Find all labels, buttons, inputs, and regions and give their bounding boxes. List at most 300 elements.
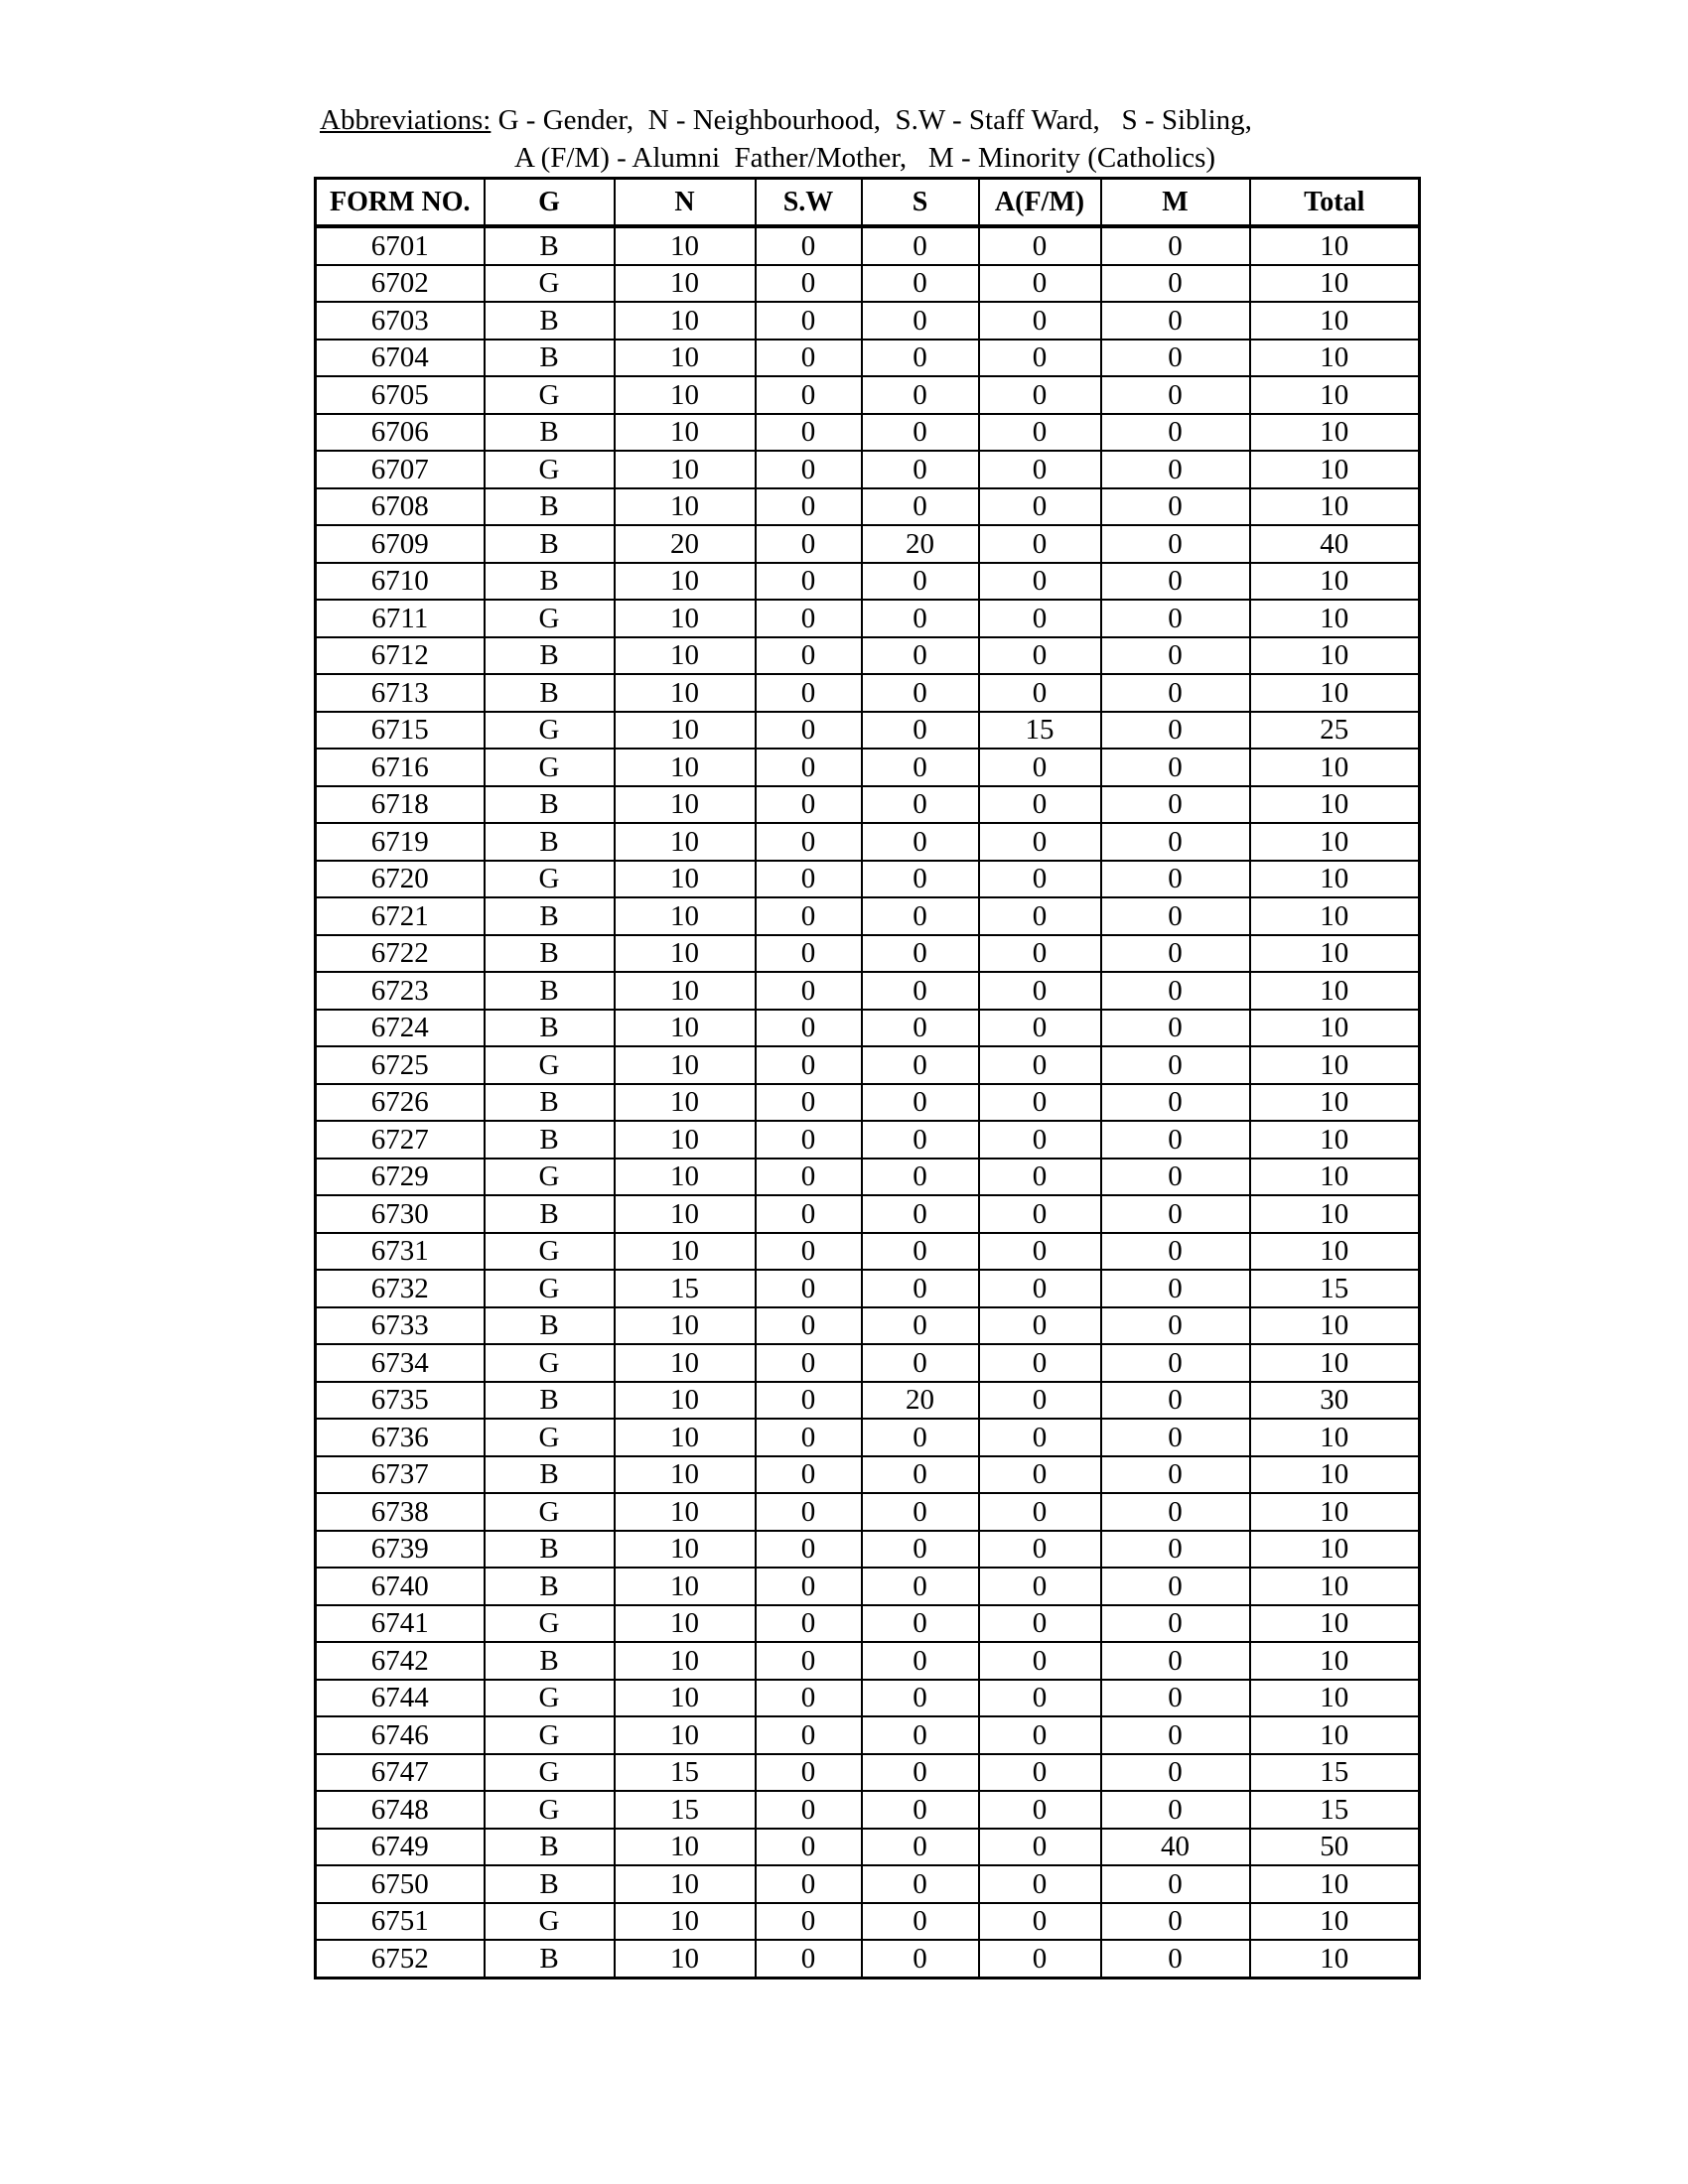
table-row bbox=[316, 376, 1420, 414]
cell-minority: 0 bbox=[1101, 1195, 1250, 1233]
cell-neighbourhood: 10 bbox=[615, 749, 756, 786]
cell-alumni: 0 bbox=[979, 1680, 1101, 1717]
cell-alumni: 0 bbox=[979, 376, 1101, 414]
cell-neighbourhood: 10 bbox=[615, 972, 756, 1010]
cell-staff-ward: 0 bbox=[756, 226, 862, 265]
cell-minority: 0 bbox=[1101, 1865, 1250, 1903]
cell-staff-ward: 0 bbox=[756, 1716, 862, 1754]
cell-gender: G bbox=[485, 1493, 615, 1531]
table-row bbox=[316, 786, 1420, 824]
cell-alumni: 0 bbox=[979, 1382, 1101, 1420]
cell-sibling: 0 bbox=[862, 1233, 979, 1271]
cell-form-no: 6737 bbox=[316, 1456, 485, 1494]
abbreviations-line-2: A (F/M) - Alumni Father/Mother, M - Minority (Catholics) bbox=[514, 142, 1216, 174]
cell-alumni: 0 bbox=[979, 1121, 1101, 1159]
cell-staff-ward: 0 bbox=[756, 935, 862, 973]
cell-form-no: 6733 bbox=[316, 1307, 485, 1345]
cell-form-no: 6707 bbox=[316, 451, 485, 488]
cell-staff-ward: 0 bbox=[756, 674, 862, 712]
cell-minority: 0 bbox=[1101, 1716, 1250, 1754]
cell-alumni: 0 bbox=[979, 1791, 1101, 1829]
table-row bbox=[316, 1159, 1420, 1196]
cell-sibling: 0 bbox=[862, 1159, 979, 1196]
column-header-alumni: A(F/M) bbox=[979, 179, 1101, 227]
cell-minority: 0 bbox=[1101, 1344, 1250, 1382]
cell-minority: 0 bbox=[1101, 1940, 1250, 1978]
cell-total: 10 bbox=[1250, 488, 1420, 526]
cell-neighbourhood: 15 bbox=[615, 1270, 756, 1307]
cell-staff-ward: 0 bbox=[756, 1493, 862, 1531]
cell-staff-ward: 0 bbox=[756, 1419, 862, 1456]
table-row bbox=[316, 1382, 1420, 1420]
cell-alumni: 0 bbox=[979, 1829, 1101, 1866]
cell-gender: B bbox=[485, 1121, 615, 1159]
cell-form-no: 6710 bbox=[316, 563, 485, 601]
cell-alumni: 0 bbox=[979, 600, 1101, 637]
cell-sibling: 0 bbox=[862, 376, 979, 414]
cell-gender: B bbox=[485, 302, 615, 340]
cell-alumni: 0 bbox=[979, 861, 1101, 898]
table-row bbox=[316, 340, 1420, 377]
cell-sibling: 0 bbox=[862, 1493, 979, 1531]
cell-gender: G bbox=[485, 376, 615, 414]
cell-form-no: 6746 bbox=[316, 1716, 485, 1754]
cell-sibling: 0 bbox=[862, 637, 979, 675]
cell-total: 10 bbox=[1250, 302, 1420, 340]
cell-staff-ward: 0 bbox=[756, 1754, 862, 1792]
cell-alumni: 0 bbox=[979, 302, 1101, 340]
cell-staff-ward: 0 bbox=[756, 1046, 862, 1084]
cell-sibling: 0 bbox=[862, 1940, 979, 1978]
table-row bbox=[316, 637, 1420, 675]
cell-staff-ward: 0 bbox=[756, 1084, 862, 1122]
cell-form-no: 6732 bbox=[316, 1270, 485, 1307]
table-row bbox=[316, 1829, 1420, 1866]
cell-minority: 0 bbox=[1101, 1010, 1250, 1047]
cell-form-no: 6720 bbox=[316, 861, 485, 898]
cell-neighbourhood: 10 bbox=[615, 1233, 756, 1271]
cell-total: 10 bbox=[1250, 1605, 1420, 1643]
cell-gender: G bbox=[485, 749, 615, 786]
cell-sibling: 0 bbox=[862, 451, 979, 488]
cell-minority: 0 bbox=[1101, 1642, 1250, 1680]
cell-minority: 0 bbox=[1101, 226, 1250, 265]
cell-neighbourhood: 10 bbox=[615, 600, 756, 637]
cell-gender: B bbox=[485, 1456, 615, 1494]
cell-form-no: 6739 bbox=[316, 1531, 485, 1569]
cell-form-no: 6750 bbox=[316, 1865, 485, 1903]
cell-staff-ward: 0 bbox=[756, 1791, 862, 1829]
cell-form-no: 6751 bbox=[316, 1903, 485, 1941]
cell-neighbourhood: 10 bbox=[615, 1568, 756, 1605]
cell-total: 10 bbox=[1250, 226, 1420, 265]
table-row bbox=[316, 1754, 1420, 1792]
cell-sibling: 0 bbox=[862, 340, 979, 377]
cell-neighbourhood: 10 bbox=[615, 786, 756, 824]
cell-gender: B bbox=[485, 1642, 615, 1680]
cell-minority: 0 bbox=[1101, 1046, 1250, 1084]
cell-minority: 0 bbox=[1101, 637, 1250, 675]
table-row bbox=[316, 1531, 1420, 1569]
cell-minority: 0 bbox=[1101, 674, 1250, 712]
cell-minority: 0 bbox=[1101, 1456, 1250, 1494]
table-row bbox=[316, 1307, 1420, 1345]
table-row bbox=[316, 1344, 1420, 1382]
cell-sibling: 0 bbox=[862, 1903, 979, 1941]
cell-sibling: 0 bbox=[862, 1121, 979, 1159]
cell-form-no: 6705 bbox=[316, 376, 485, 414]
cell-staff-ward: 0 bbox=[756, 1903, 862, 1941]
table-row bbox=[316, 1195, 1420, 1233]
cell-form-no: 6752 bbox=[316, 1940, 485, 1978]
table-row bbox=[316, 674, 1420, 712]
cell-neighbourhood: 10 bbox=[615, 376, 756, 414]
table-row bbox=[316, 1456, 1420, 1494]
cell-neighbourhood: 10 bbox=[615, 1940, 756, 1978]
cell-minority: 0 bbox=[1101, 786, 1250, 824]
table-row bbox=[316, 600, 1420, 637]
cell-minority: 0 bbox=[1101, 1754, 1250, 1792]
cell-staff-ward: 0 bbox=[756, 1642, 862, 1680]
cell-gender: B bbox=[485, 414, 615, 452]
cell-gender: B bbox=[485, 1195, 615, 1233]
cell-staff-ward: 0 bbox=[756, 600, 862, 637]
cell-form-no: 6727 bbox=[316, 1121, 485, 1159]
cell-neighbourhood: 10 bbox=[615, 1344, 756, 1382]
cell-minority: 0 bbox=[1101, 302, 1250, 340]
cell-staff-ward: 0 bbox=[756, 1568, 862, 1605]
cell-sibling: 0 bbox=[862, 1829, 979, 1866]
cell-alumni: 0 bbox=[979, 1159, 1101, 1196]
cell-total: 15 bbox=[1250, 1754, 1420, 1792]
table-row bbox=[316, 861, 1420, 898]
cell-alumni: 0 bbox=[979, 897, 1101, 935]
cell-alumni: 0 bbox=[979, 1605, 1101, 1643]
cell-alumni: 0 bbox=[979, 563, 1101, 601]
cell-total: 15 bbox=[1250, 1270, 1420, 1307]
cell-gender: G bbox=[485, 1791, 615, 1829]
cell-minority: 0 bbox=[1101, 897, 1250, 935]
cell-gender: G bbox=[485, 1233, 615, 1271]
cell-sibling: 0 bbox=[862, 1195, 979, 1233]
cell-neighbourhood: 10 bbox=[615, 1605, 756, 1643]
cell-form-no: 6701 bbox=[316, 226, 485, 265]
cell-total: 10 bbox=[1250, 897, 1420, 935]
cell-staff-ward: 0 bbox=[756, 749, 862, 786]
cell-sibling: 0 bbox=[862, 414, 979, 452]
cell-total: 10 bbox=[1250, 1568, 1420, 1605]
table-header-row bbox=[316, 179, 1420, 227]
cell-form-no: 6711 bbox=[316, 600, 485, 637]
cell-gender: G bbox=[485, 861, 615, 898]
cell-neighbourhood: 10 bbox=[615, 563, 756, 601]
cell-neighbourhood: 10 bbox=[615, 1159, 756, 1196]
cell-alumni: 0 bbox=[979, 637, 1101, 675]
abbreviations-heading: Abbreviations: bbox=[320, 104, 492, 136]
cell-neighbourhood: 10 bbox=[615, 1010, 756, 1047]
cell-gender: B bbox=[485, 340, 615, 377]
cell-sibling: 0 bbox=[862, 1270, 979, 1307]
cell-sibling: 0 bbox=[862, 226, 979, 265]
cell-staff-ward: 0 bbox=[756, 265, 862, 303]
cell-form-no: 6749 bbox=[316, 1829, 485, 1866]
table-row bbox=[316, 1046, 1420, 1084]
cell-sibling: 0 bbox=[862, 674, 979, 712]
cell-staff-ward: 0 bbox=[756, 1233, 862, 1271]
cell-minority: 0 bbox=[1101, 1159, 1250, 1196]
cell-form-no: 6735 bbox=[316, 1382, 485, 1420]
cell-minority: 0 bbox=[1101, 488, 1250, 526]
cell-total: 10 bbox=[1250, 1233, 1420, 1271]
cell-neighbourhood: 10 bbox=[615, 1195, 756, 1233]
table-row bbox=[316, 1903, 1420, 1941]
cell-minority: 0 bbox=[1101, 1233, 1250, 1271]
cell-gender: B bbox=[485, 1829, 615, 1866]
cell-neighbourhood: 10 bbox=[615, 637, 756, 675]
cell-staff-ward: 0 bbox=[756, 1829, 862, 1866]
cell-gender: B bbox=[485, 525, 615, 563]
cell-total: 10 bbox=[1250, 749, 1420, 786]
column-header-staff-ward: S.W bbox=[756, 179, 862, 227]
cell-gender: B bbox=[485, 1940, 615, 1978]
cell-form-no: 6715 bbox=[316, 712, 485, 750]
cell-form-no: 6708 bbox=[316, 488, 485, 526]
cell-staff-ward: 0 bbox=[756, 1531, 862, 1569]
cell-total: 10 bbox=[1250, 1344, 1420, 1382]
cell-form-no: 6748 bbox=[316, 1791, 485, 1829]
table-row bbox=[316, 1010, 1420, 1047]
cell-minority: 40 bbox=[1101, 1829, 1250, 1866]
cell-gender: G bbox=[485, 265, 615, 303]
cell-form-no: 6741 bbox=[316, 1605, 485, 1643]
cell-minority: 0 bbox=[1101, 1382, 1250, 1420]
cell-form-no: 6742 bbox=[316, 1642, 485, 1680]
cell-sibling: 0 bbox=[862, 1568, 979, 1605]
cell-alumni: 0 bbox=[979, 935, 1101, 973]
cell-sibling: 0 bbox=[862, 1419, 979, 1456]
cell-staff-ward: 0 bbox=[756, 712, 862, 750]
cell-total: 10 bbox=[1250, 1121, 1420, 1159]
cell-total: 25 bbox=[1250, 712, 1420, 750]
cell-sibling: 0 bbox=[862, 563, 979, 601]
cell-neighbourhood: 10 bbox=[615, 1716, 756, 1754]
cell-staff-ward: 0 bbox=[756, 1344, 862, 1382]
cell-total: 10 bbox=[1250, 376, 1420, 414]
cell-minority: 0 bbox=[1101, 1903, 1250, 1941]
cell-neighbourhood: 10 bbox=[615, 1382, 756, 1420]
cell-gender: G bbox=[485, 1754, 615, 1792]
cell-gender: G bbox=[485, 451, 615, 488]
column-header-form-no: FORM NO. bbox=[316, 179, 485, 227]
cell-minority: 0 bbox=[1101, 1307, 1250, 1345]
cell-gender: B bbox=[485, 786, 615, 824]
cell-sibling: 0 bbox=[862, 861, 979, 898]
cell-total: 10 bbox=[1250, 1531, 1420, 1569]
cell-form-no: 6709 bbox=[316, 525, 485, 563]
cell-form-no: 6716 bbox=[316, 749, 485, 786]
cell-form-no: 6726 bbox=[316, 1084, 485, 1122]
cell-neighbourhood: 10 bbox=[615, 1084, 756, 1122]
table-row bbox=[316, 1716, 1420, 1754]
cell-total: 10 bbox=[1250, 1940, 1420, 1978]
abbreviations-text-1: G - Gender, N - Neighbourhood, S.W - Staff Ward, S - Sibling, bbox=[491, 104, 1252, 136]
table-row bbox=[316, 414, 1420, 452]
cell-alumni: 0 bbox=[979, 1903, 1101, 1941]
cell-total: 40 bbox=[1250, 525, 1420, 563]
cell-neighbourhood: 10 bbox=[615, 823, 756, 861]
cell-gender: B bbox=[485, 637, 615, 675]
cell-staff-ward: 0 bbox=[756, 1680, 862, 1717]
table-row bbox=[316, 1568, 1420, 1605]
cell-gender: B bbox=[485, 488, 615, 526]
cell-sibling: 0 bbox=[862, 897, 979, 935]
cell-neighbourhood: 10 bbox=[615, 1865, 756, 1903]
cell-alumni: 0 bbox=[979, 525, 1101, 563]
cell-form-no: 6721 bbox=[316, 897, 485, 935]
cell-form-no: 6703 bbox=[316, 302, 485, 340]
cell-alumni: 0 bbox=[979, 1270, 1101, 1307]
cell-total: 10 bbox=[1250, 1642, 1420, 1680]
cell-gender: G bbox=[485, 1159, 615, 1196]
cell-sibling: 0 bbox=[862, 1307, 979, 1345]
cell-staff-ward: 0 bbox=[756, 1456, 862, 1494]
cell-form-no: 6713 bbox=[316, 674, 485, 712]
cell-neighbourhood: 10 bbox=[615, 1829, 756, 1866]
cell-total: 10 bbox=[1250, 1903, 1420, 1941]
cell-gender: G bbox=[485, 1046, 615, 1084]
table-row bbox=[316, 302, 1420, 340]
cell-alumni: 0 bbox=[979, 1642, 1101, 1680]
column-header-minority: M bbox=[1101, 179, 1250, 227]
cell-total: 50 bbox=[1250, 1829, 1420, 1866]
cell-minority: 0 bbox=[1101, 563, 1250, 601]
cell-alumni: 0 bbox=[979, 1865, 1101, 1903]
cell-neighbourhood: 10 bbox=[615, 451, 756, 488]
cell-minority: 0 bbox=[1101, 861, 1250, 898]
cell-gender: B bbox=[485, 1084, 615, 1122]
cell-alumni: 0 bbox=[979, 1233, 1101, 1271]
cell-neighbourhood: 10 bbox=[615, 861, 756, 898]
cell-minority: 0 bbox=[1101, 1531, 1250, 1569]
cell-gender: G bbox=[485, 1605, 615, 1643]
cell-sibling: 20 bbox=[862, 1382, 979, 1420]
cell-form-no: 6747 bbox=[316, 1754, 485, 1792]
cell-neighbourhood: 10 bbox=[615, 1046, 756, 1084]
cell-sibling: 0 bbox=[862, 1642, 979, 1680]
cell-neighbourhood: 10 bbox=[615, 1121, 756, 1159]
cell-sibling: 0 bbox=[862, 712, 979, 750]
table-row bbox=[316, 1680, 1420, 1717]
table-row bbox=[316, 972, 1420, 1010]
cell-staff-ward: 0 bbox=[756, 1382, 862, 1420]
table-row bbox=[316, 525, 1420, 563]
column-header-neighbourhood: N bbox=[615, 179, 756, 227]
cell-gender: B bbox=[485, 226, 615, 265]
cell-form-no: 6722 bbox=[316, 935, 485, 973]
cell-minority: 0 bbox=[1101, 1493, 1250, 1531]
cell-staff-ward: 0 bbox=[756, 376, 862, 414]
cell-alumni: 15 bbox=[979, 712, 1101, 750]
cell-alumni: 0 bbox=[979, 1754, 1101, 1792]
cell-sibling: 0 bbox=[862, 1865, 979, 1903]
table-row bbox=[316, 712, 1420, 750]
cell-form-no: 6734 bbox=[316, 1344, 485, 1382]
cell-total: 10 bbox=[1250, 786, 1420, 824]
cell-sibling: 0 bbox=[862, 1046, 979, 1084]
cell-gender: B bbox=[485, 1010, 615, 1047]
cell-form-no: 6731 bbox=[316, 1233, 485, 1271]
cell-neighbourhood: 10 bbox=[615, 340, 756, 377]
cell-gender: B bbox=[485, 1568, 615, 1605]
cell-neighbourhood: 10 bbox=[615, 414, 756, 452]
cell-neighbourhood: 20 bbox=[615, 525, 756, 563]
table-body bbox=[316, 226, 1420, 1978]
column-header-sibling: S bbox=[862, 179, 979, 227]
cell-sibling: 0 bbox=[862, 302, 979, 340]
cell-sibling: 0 bbox=[862, 749, 979, 786]
cell-minority: 0 bbox=[1101, 1680, 1250, 1717]
table-row bbox=[316, 1940, 1420, 1978]
cell-neighbourhood: 10 bbox=[615, 302, 756, 340]
cell-alumni: 0 bbox=[979, 1568, 1101, 1605]
cell-alumni: 0 bbox=[979, 1419, 1101, 1456]
cell-staff-ward: 0 bbox=[756, 1195, 862, 1233]
cell-sibling: 20 bbox=[862, 525, 979, 563]
cell-neighbourhood: 15 bbox=[615, 1791, 756, 1829]
cell-gender: G bbox=[485, 1716, 615, 1754]
cell-minority: 0 bbox=[1101, 972, 1250, 1010]
cell-neighbourhood: 10 bbox=[615, 488, 756, 526]
cell-staff-ward: 0 bbox=[756, 563, 862, 601]
cell-neighbourhood: 10 bbox=[615, 1307, 756, 1345]
table-row bbox=[316, 265, 1420, 303]
cell-gender: B bbox=[485, 1865, 615, 1903]
cell-gender: G bbox=[485, 1270, 615, 1307]
cell-sibling: 0 bbox=[862, 265, 979, 303]
cell-staff-ward: 0 bbox=[756, 340, 862, 377]
column-header-total: Total bbox=[1250, 179, 1420, 227]
table-row bbox=[316, 563, 1420, 601]
cell-staff-ward: 0 bbox=[756, 637, 862, 675]
cell-total: 10 bbox=[1250, 1419, 1420, 1456]
cell-minority: 0 bbox=[1101, 1419, 1250, 1456]
cell-total: 10 bbox=[1250, 1307, 1420, 1345]
cell-staff-ward: 0 bbox=[756, 786, 862, 824]
cell-minority: 0 bbox=[1101, 1270, 1250, 1307]
cell-sibling: 0 bbox=[862, 1754, 979, 1792]
cell-alumni: 0 bbox=[979, 1456, 1101, 1494]
cell-alumni: 0 bbox=[979, 451, 1101, 488]
cell-total: 10 bbox=[1250, 1084, 1420, 1122]
cell-staff-ward: 0 bbox=[756, 1159, 862, 1196]
cell-neighbourhood: 10 bbox=[615, 1903, 756, 1941]
table-row bbox=[316, 823, 1420, 861]
cell-staff-ward: 0 bbox=[756, 1865, 862, 1903]
table-row bbox=[316, 1791, 1420, 1829]
cell-sibling: 0 bbox=[862, 1680, 979, 1717]
cell-total: 15 bbox=[1250, 1791, 1420, 1829]
cell-gender: B bbox=[485, 674, 615, 712]
cell-neighbourhood: 10 bbox=[615, 1493, 756, 1531]
cell-staff-ward: 0 bbox=[756, 451, 862, 488]
cell-total: 10 bbox=[1250, 1195, 1420, 1233]
cell-total: 10 bbox=[1250, 265, 1420, 303]
cell-neighbourhood: 10 bbox=[615, 1642, 756, 1680]
cell-minority: 0 bbox=[1101, 376, 1250, 414]
cell-staff-ward: 0 bbox=[756, 1605, 862, 1643]
table-row bbox=[316, 488, 1420, 526]
cell-total: 10 bbox=[1250, 1010, 1420, 1047]
